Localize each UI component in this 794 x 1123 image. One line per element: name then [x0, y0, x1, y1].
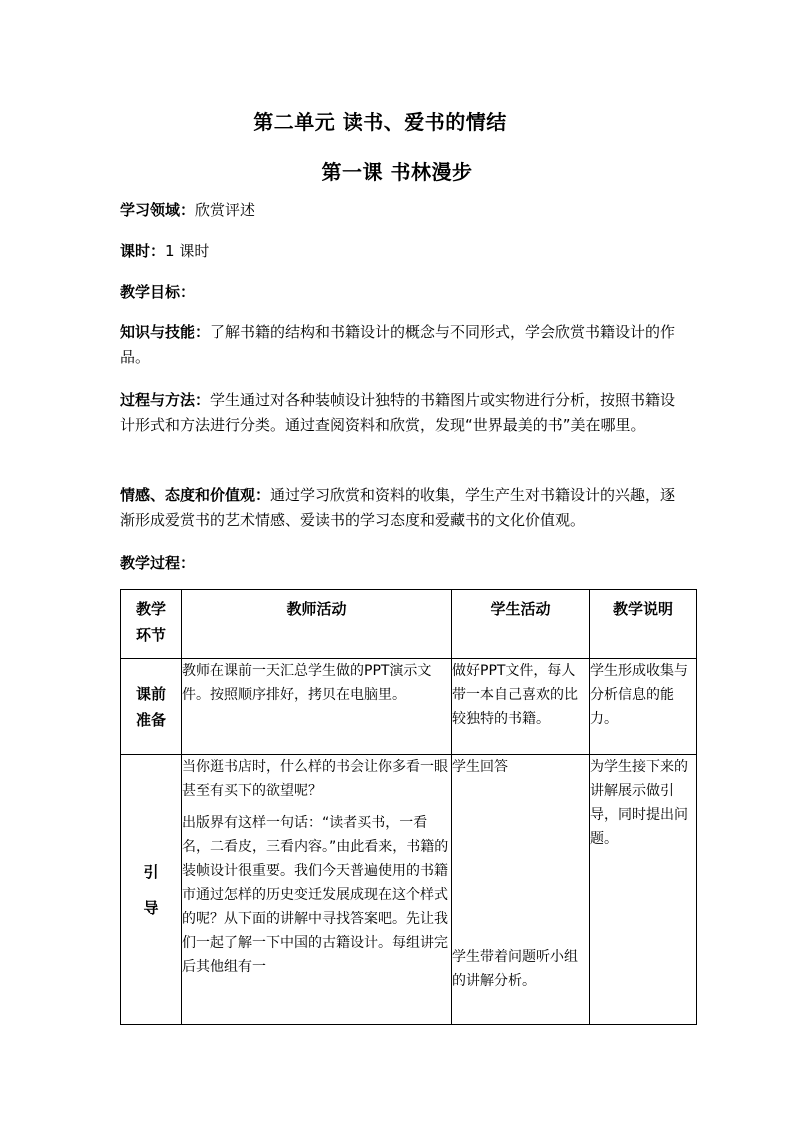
unit-title: 第二单元 读书、爱书的情结	[253, 110, 507, 134]
table-header-row	[121, 590, 697, 659]
class-hours-value: 1 课时	[165, 242, 210, 260]
objective-knowledge	[120, 320, 680, 369]
objective-attitude	[120, 483, 680, 532]
attitude-text: 通过学习欣赏和资料的收集，学生产生对书籍设计的兴趣，逐渐形成爱赏书的艺术情感、爱读书的学习态度和爱藏书的文化价值观。	[120, 486, 676, 529]
teacher-paragraph: 出版界有这样一句话：“读者买书，一看名，二看皮，三看内容。”由此看来，书籍的装帧设计很重要。我们今天普遍使用的书籍市通过怎样的历史变迁发展成现在这个样式的呢？从下面的讲解中寻找答案吧。先让我们一起了解一下中国的古籍设计。每组讲完后其他组有一	[182, 815, 449, 975]
table-row	[121, 755, 697, 1025]
teaching-process-label: 教学过程：	[120, 554, 196, 572]
student-paragraph: 学生带着问题听小组的讲解分析。	[452, 949, 578, 989]
student-paragraph: 学生回答	[452, 759, 508, 775]
teaching-process-table	[120, 589, 697, 1025]
objectives-heading	[120, 280, 680, 305]
table-row	[121, 659, 697, 755]
header-teacher-activity: 教师活动	[182, 590, 452, 659]
class-hours	[120, 239, 680, 264]
header-stage: 教学环节	[121, 590, 182, 659]
process-text: 学生通过对各种装帧设计独特的书籍图片或实物进行分析，按照书籍设计形式和方法进行分类。通过查阅资料和欣赏，发现“世界最美的书”美在哪里。	[120, 391, 676, 434]
objectives-label: 教学目标：	[120, 283, 196, 301]
objective-process	[120, 388, 680, 437]
header-student-activity: 学生活动	[452, 590, 590, 659]
class-hours-label: 课时：	[120, 242, 166, 260]
header-teaching-note: 教学说明	[590, 590, 697, 659]
learning-field-value: 欣赏评述	[195, 201, 256, 219]
learning-field-label: 学习领域：	[120, 201, 196, 219]
teacher-paragraph: 当你逛书店时，什么样的书会让你多看一眼甚至有买下的欲望呢？	[182, 759, 448, 799]
teacher-activity-cell	[182, 755, 452, 1025]
student-activity-cell	[452, 755, 590, 1025]
learning-field	[120, 198, 680, 223]
knowledge-text: 了解书籍的结构和书籍设计的概念与不同形式，学会欣赏书籍设计的作品。	[120, 323, 676, 366]
knowledge-label: 知识与技能：	[120, 323, 211, 341]
lesson-title: 第一课 书林漫步	[321, 160, 473, 184]
attitude-label: 情感、态度和价值观：	[120, 486, 271, 504]
teacher-activity-cell: 教师在课前一天汇总学生做的PPT演示文件。按照顺序排好，拷贝在电脑里。	[182, 659, 452, 755]
teaching-note-cell: 学生形成收集与分析信息的能力。	[590, 659, 697, 755]
stage-cell: 引 导	[121, 755, 182, 1025]
stage-cell: 课前准备	[121, 659, 182, 755]
teaching-process-heading	[120, 551, 680, 576]
teaching-note-cell: 为学生接下来的讲解展示做引导，同时提出问题。	[590, 755, 697, 1025]
student-activity-cell: 做好PPT文件，每人带一本自己喜欢的比较独特的书籍。	[452, 659, 590, 755]
process-label: 过程与方法：	[120, 391, 211, 409]
